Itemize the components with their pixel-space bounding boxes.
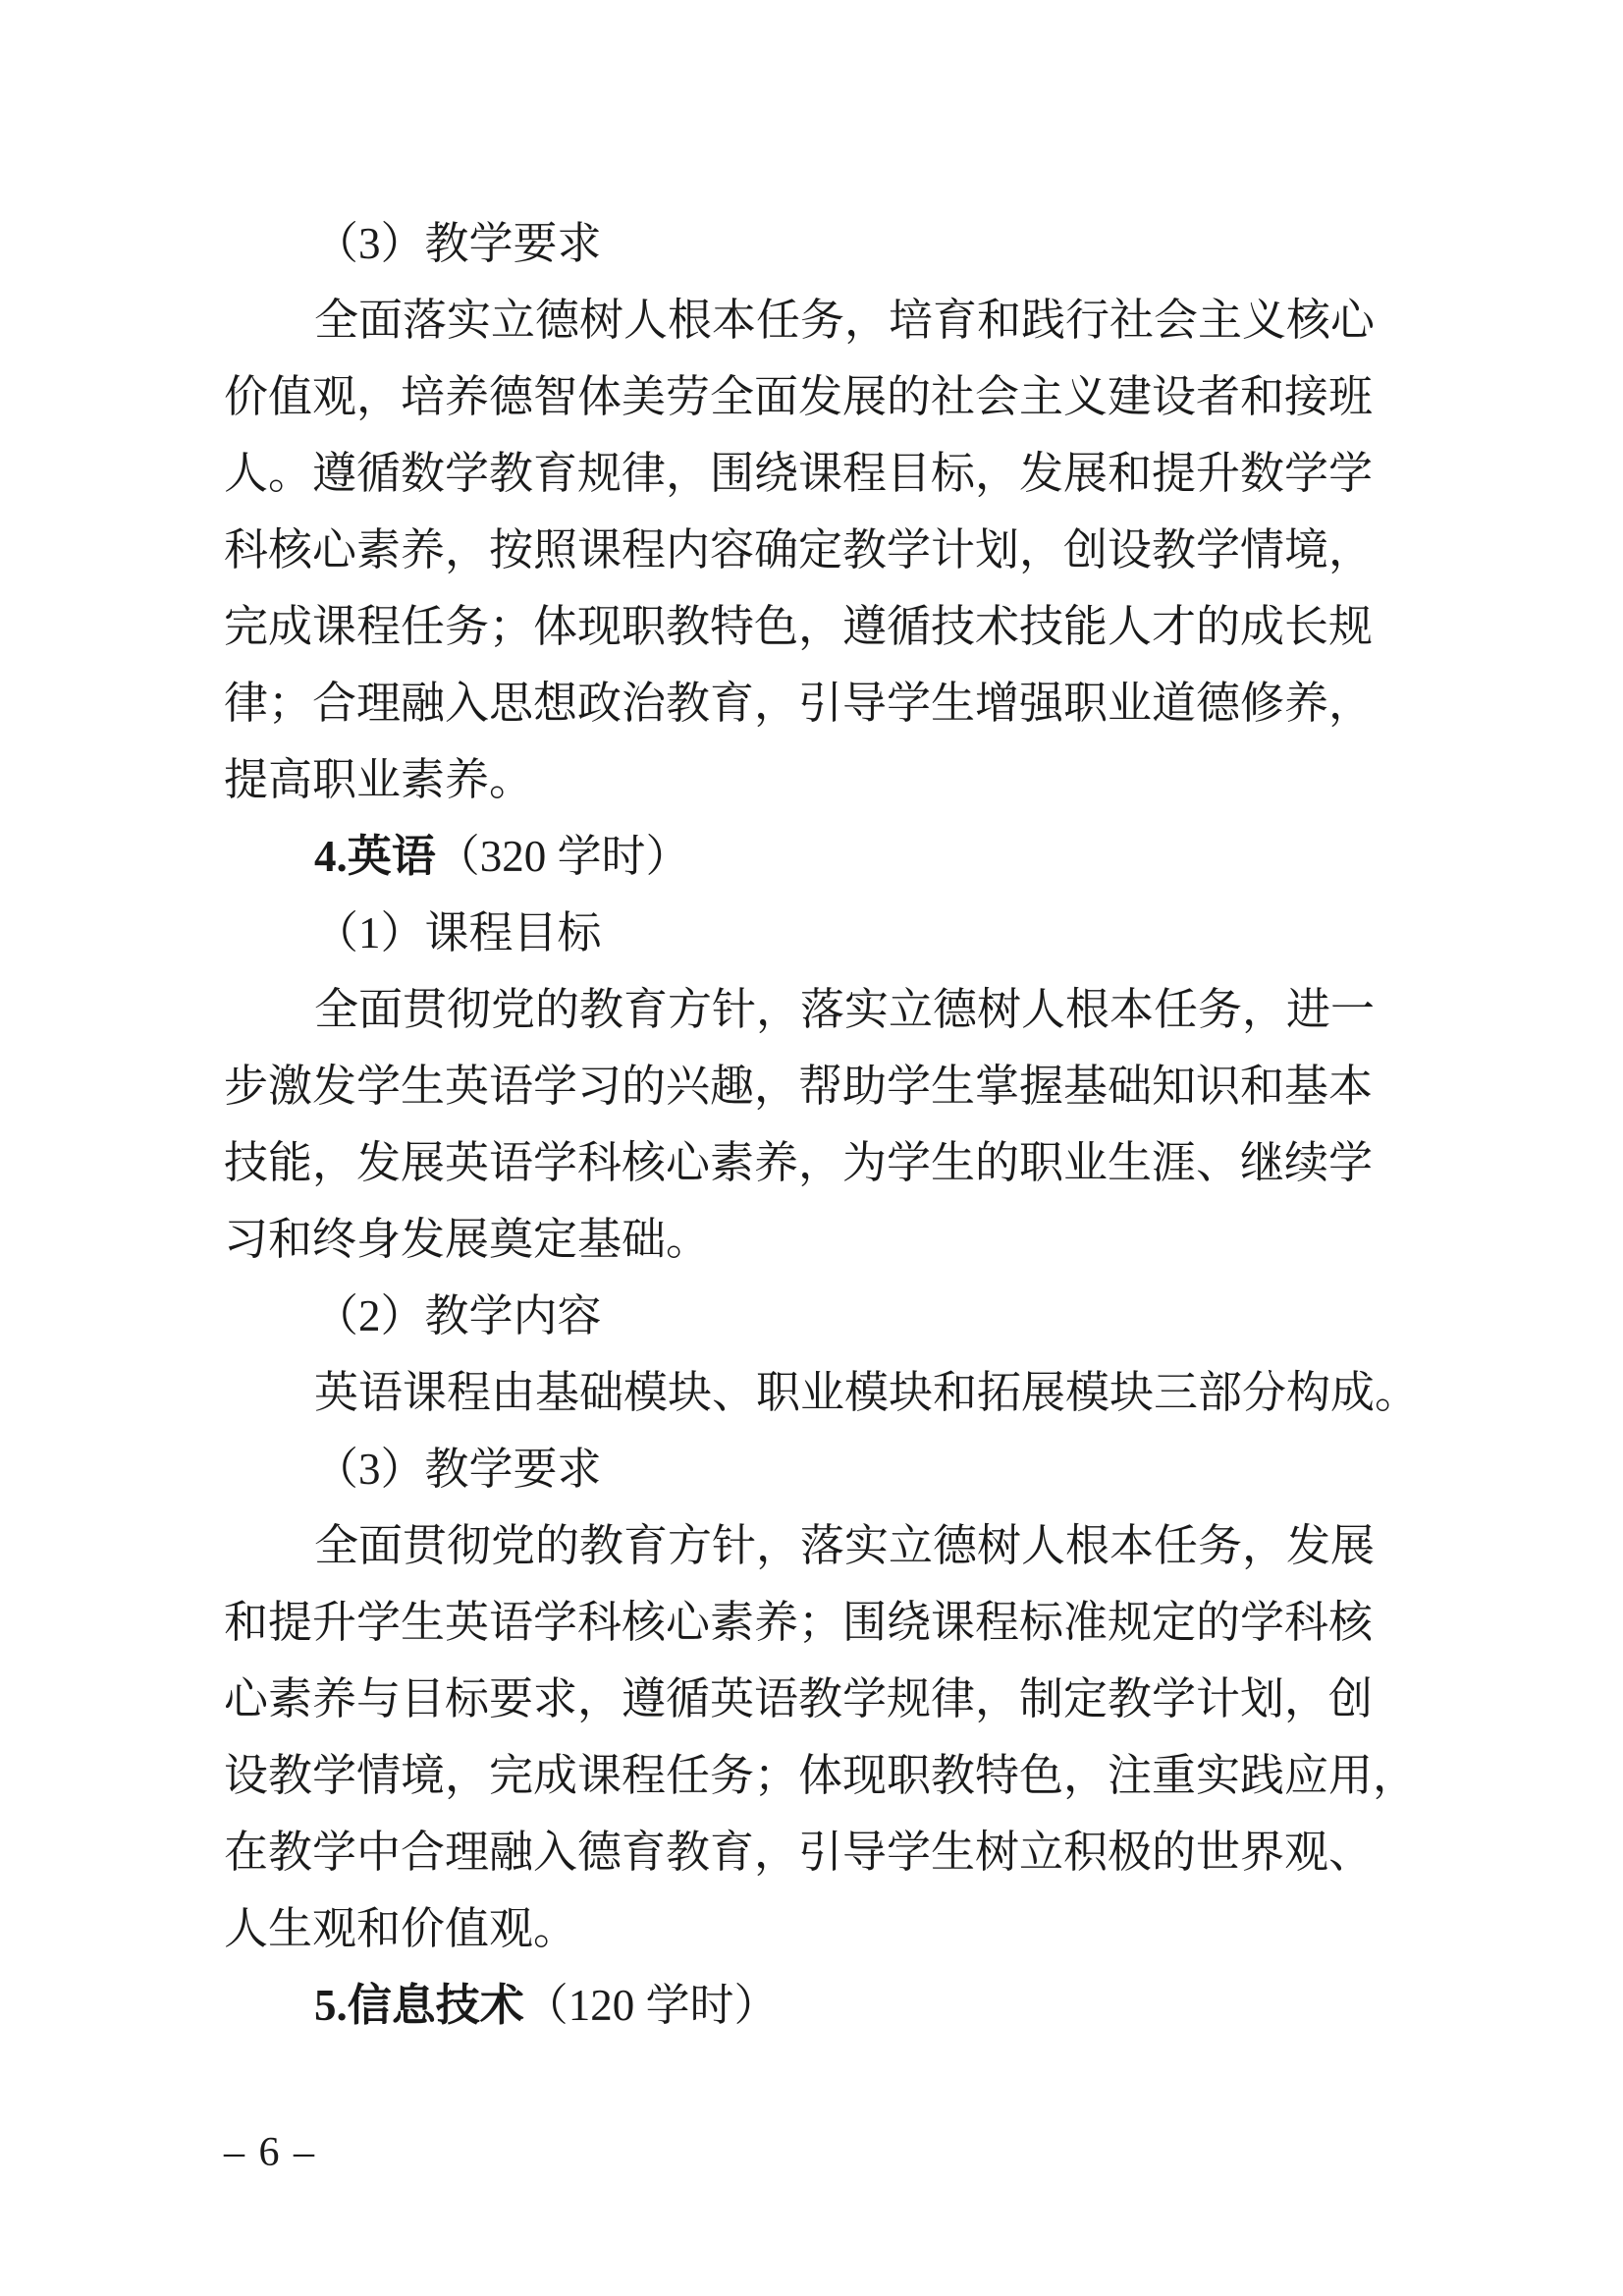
body-line <box>224 1584 1402 1661</box>
text-run: 英语课程由基础模块、职业模块和拓展模块三部分构成。 <box>314 1368 1420 1417</box>
body-line <box>224 665 1402 741</box>
text-run: 价值观，培养德智体美劳全面发展的社会主义建设者和接班 <box>224 372 1374 421</box>
text-run: 在教学中合理融入德育教育，引导学生树立积极的世界观、 <box>224 1828 1374 1877</box>
body-line <box>224 588 1402 665</box>
text-run: （120 学时） <box>523 1981 779 2030</box>
subsection-label <box>224 895 1402 971</box>
text-run: 设教学情境，完成课程任务；体现职教特色，注重实践应用， <box>224 1751 1418 1800</box>
body-line <box>224 1890 1402 1967</box>
page-number: – 6 – <box>224 2130 316 2175</box>
text-run: 科核心素养，按照课程内容确定教学计划，创设教学情境， <box>224 525 1374 574</box>
subsection-label <box>224 1431 1402 1507</box>
text-run: （3）教学要求 <box>314 1445 602 1494</box>
heading-run: 4.英语 <box>314 832 436 881</box>
body-line <box>224 971 1402 1048</box>
text-run: 全面落实立德树人根本任务，培育和践行社会主义核心 <box>314 296 1376 345</box>
text-run: 和提升学生英语学科核心素养；围绕课程标准规定的学科核 <box>224 1598 1374 1647</box>
text-run: 全面贯彻党的教育方针，落实立德树人根本任务，进一 <box>314 985 1376 1034</box>
text-run: 人。遵循数学教育规律，围绕课程目标，发展和提升数学学 <box>224 449 1374 498</box>
text-run: （3）教学要求 <box>314 219 602 268</box>
body-line <box>224 1507 1402 1584</box>
body-line <box>224 512 1402 588</box>
body-line <box>224 1124 1402 1201</box>
text-run: 人生观和价值观。 <box>224 1904 578 1953</box>
text-run: 步激发学生英语学习的兴趣，帮助学生掌握基础知识和基本 <box>224 1062 1374 1111</box>
heading-run: 5.信息技术 <box>314 1981 524 2030</box>
text-run: （320 学时） <box>435 832 690 881</box>
subsection-label <box>224 1278 1402 1354</box>
body-line <box>224 1661 1402 1737</box>
text-run: 心素养与目标要求，遵循英语教学规律，制定教学计划，创 <box>224 1674 1374 1723</box>
body-line <box>224 1737 1418 1814</box>
text-run: （1）课程目标 <box>314 908 602 957</box>
subsection-label <box>224 205 1402 282</box>
text-run: 习和终身发展奠定基础。 <box>224 1215 711 1264</box>
text-block <box>224 205 1420 2044</box>
text-run: 完成课程任务；体现职教特色，遵循技术技能人才的成长规 <box>224 602 1374 651</box>
text-run: （2）教学内容 <box>314 1291 602 1340</box>
body-line <box>224 1354 1420 1431</box>
text-run: 技能，发展英语学科核心素养，为学生的职业生涯、继续学 <box>224 1138 1374 1187</box>
body-line <box>224 741 1402 818</box>
body-line <box>224 1201 1402 1278</box>
section-heading-english <box>224 818 1402 895</box>
body-line <box>224 435 1402 512</box>
text-run: 全面贯彻党的教育方针，落实立德树人根本任务，发展 <box>314 1521 1376 1570</box>
section-heading-it <box>224 1967 1402 2044</box>
body-line <box>224 1048 1402 1124</box>
text-run: 律；合理融入思想政治教育，引导学生增强职业道德修养， <box>224 679 1374 728</box>
body-line <box>224 358 1402 435</box>
body-line <box>224 1814 1402 1890</box>
body-line <box>224 282 1402 358</box>
text-run: 提高职业素养。 <box>224 755 534 804</box>
